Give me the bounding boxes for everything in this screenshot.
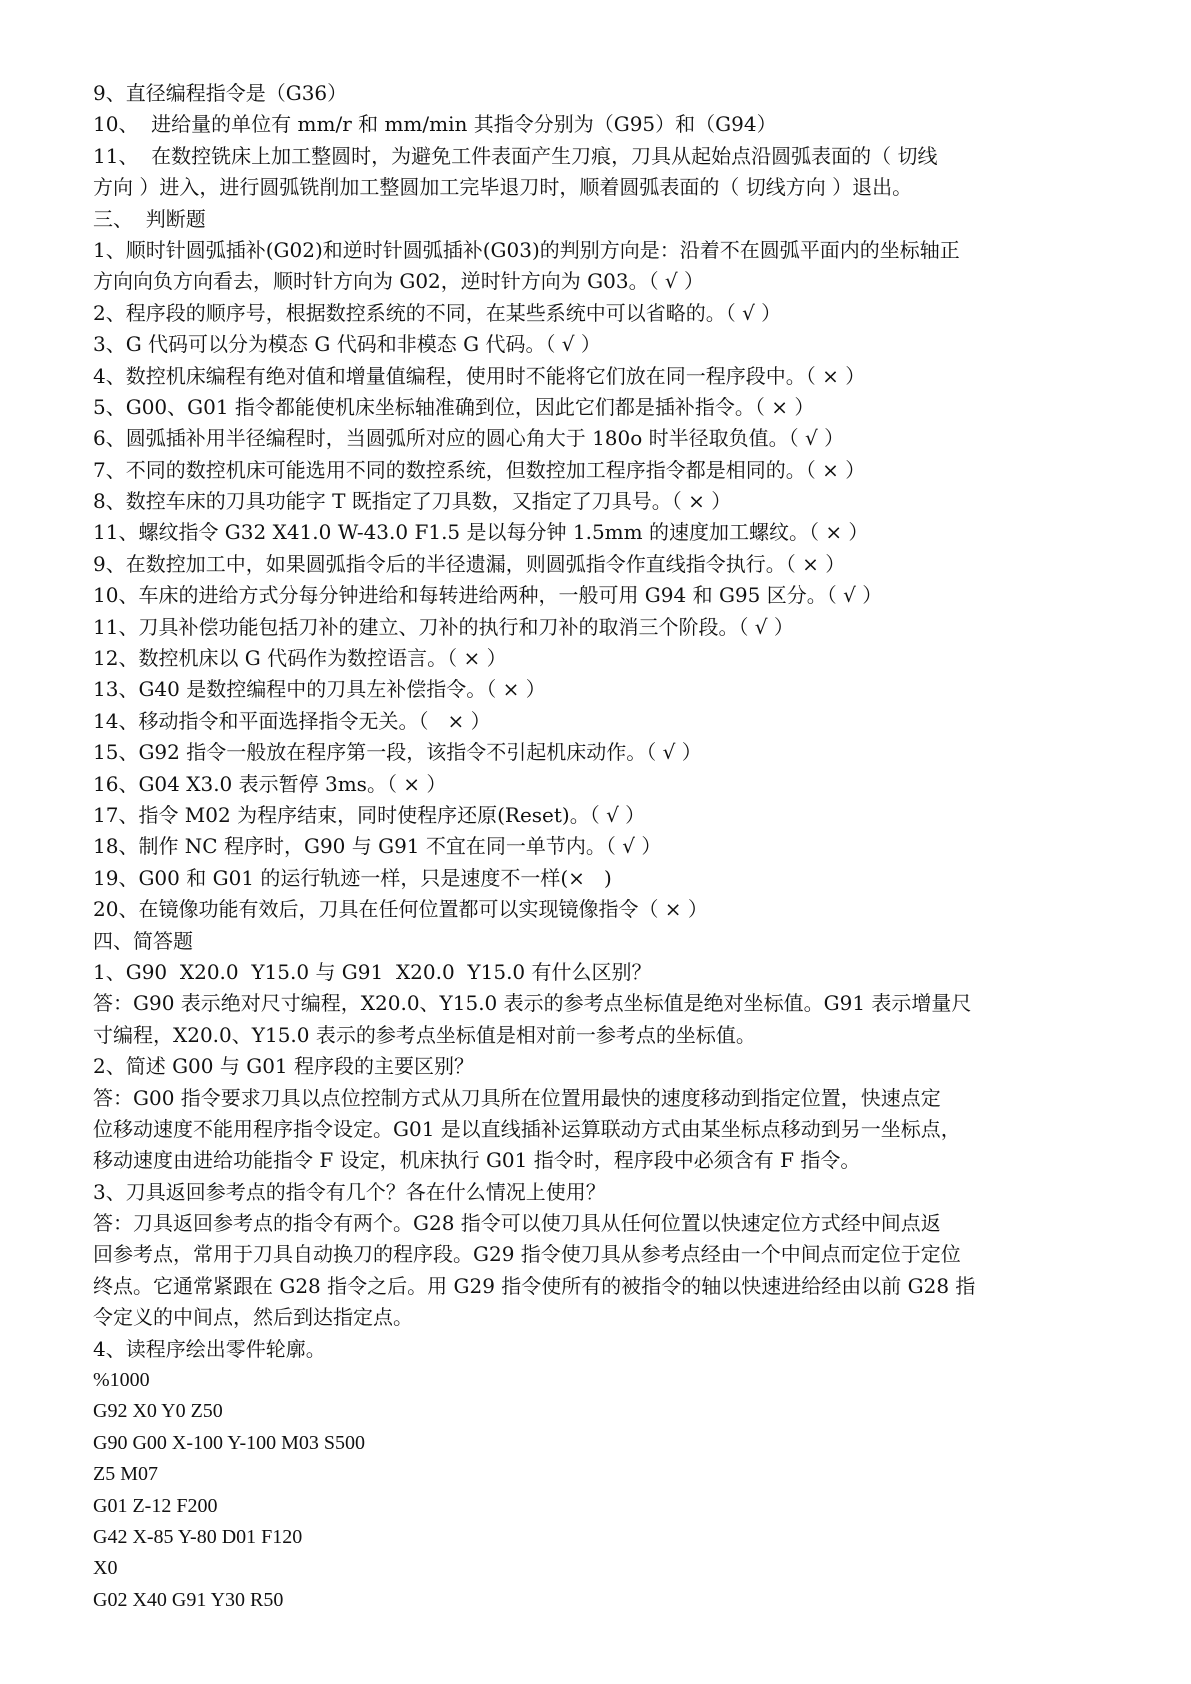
text-line: 6、圆弧插补用半径编程时，当圆弧所对应的圆心角大于 180o 时半径取负值。（ √ ） — [93, 426, 845, 451]
text-line: 方向向负方向看去，顺时针方向为 G02，逆时针方向为 G03。（ √ ） — [93, 269, 705, 294]
text-line: 8、数控车床的刀具功能字 T 既指定了刀具数，又指定了刀具号。（ × ） — [93, 489, 732, 514]
text-line: 9、直径编程指令是（G36） — [93, 81, 348, 105]
text-line: 4、数控机床编程有绝对值和增量值编程，使用时不能将它们放在同一程序段中。（ × ） — [93, 363, 866, 388]
text-line: 2、简述 G00 与 G01 程序段的主要区别？ — [93, 1054, 475, 1079]
text-line: 20、在镜像功能有效后，刀具在任何位置都可以实现镜像指令（ × ） — [93, 897, 708, 922]
program-line: X0 — [93, 1557, 118, 1580]
program-line: %1000 — [93, 1369, 150, 1392]
text-line: 移动速度由进给功能指令 F 设定，机床执行 G01 指令时，程序段中必须含有 F 指令。 — [93, 1148, 861, 1173]
program-line: G42 X-85 Y-80 D01 F120 — [93, 1525, 303, 1548]
text-line: 11、刀具补偿功能包括刀补的建立、刀补的执行和刀补的取消三个阶段。（ √ ） — [93, 614, 794, 639]
text-line: 1、G90 X20.0 Y15.0 与 G91 X20.0 Y15.0 有什么区别？ — [93, 959, 652, 984]
text-line: 四、简答题 — [93, 928, 193, 953]
text-line: 10、 进给量的单位有 mm/r 和 mm/min 其指令分别为（G95）和（G94） — [93, 112, 777, 137]
text-line: 14、移动指令和平面选择指令无关。（ × ） — [93, 708, 491, 733]
text-line: 1、顺时针圆弧插补(G02)和逆时针圆弧插补(G03)的判别方向是：沿着不在圆弧平面内的坐标轴正 — [93, 237, 960, 262]
text-line: 方向 ）进入，进行圆弧铣削加工整圆加工完毕退刀时，顺着圆弧表面的（ 切线方向 ）退出。 — [93, 175, 913, 200]
text-line: 答：刀具返回参考点的指令有两个。G28 指令可以使刀具从任何位置以快速定位方式经中间点返 — [93, 1211, 941, 1236]
text-line: 10、车床的进给方式分每分钟进给和每转进给两种，一般可用 G94 和 G95 区分。（ √ ） — [93, 583, 883, 608]
text-line: 5、G00、G01 指令都能使机床坐标轴准确到位，因此它们都是插补指令。（ × ） — [93, 394, 815, 419]
text-line: 16、G04 X3.0 表示暂停 3ms。（ × ） — [93, 771, 447, 796]
text-line: 19、G00 和 G01 的运行轨迹一样，只是速度不一样(× ) — [93, 865, 612, 890]
text-line: 三、 判断题 — [93, 206, 206, 231]
text-line: 终点。它通常紧跟在 G28 指令之后。用 G29 指令使所有的被指令的轴以快速进给经由以前 G28 指 — [93, 1273, 976, 1298]
program-line: G92 X0 Y0 Z50 — [93, 1400, 223, 1423]
text-line: 答：G90 表示绝对尺寸编程，X20.0、Y15.0 表示的参考点坐标值是绝对坐标值。G91 表示增量尺 — [93, 991, 972, 1016]
text-line: 12、数控机床以 G 代码作为数控语言。（ × ） — [93, 646, 507, 671]
text-line: 位移动速度不能用程序指令设定。G01 是以直线插补运算联动方式由某坐标点移动到另一坐标点， — [93, 1116, 961, 1141]
text-line: 9、在数控加工中，如果圆弧指令后的半径遗漏，则圆弧指令作直线指令执行。（ × ） — [93, 551, 846, 576]
text-line: 寸编程，X20.0、Y15.0 表示的参考点坐标值是相对前一参考点的坐标值。 — [93, 1022, 756, 1047]
text-line: 答：G00 指令要求刀具以点位控制方式从刀具所在位置用最快的速度移动到指定位置，快速点定 — [93, 1085, 941, 1110]
text-line: 18、制作 NC 程序时，G90 与 G91 不宜在同一单节内。（ √ ） — [93, 834, 662, 859]
program-line: Z5 M07 — [93, 1463, 158, 1486]
text-line: 3、刀具返回参考点的指令有几个？各在什么情况上使用？ — [93, 1179, 606, 1204]
program-line: G90 G00 X-100 Y-100 M03 S500 — [93, 1431, 366, 1454]
text-line: 13、G40 是数控编程中的刀具左补偿指令。（ × ） — [93, 677, 546, 702]
text-line: 11、螺纹指令 G32 X41.0 W-43.0 F1.5 是以每分钟 1.5mm 的速度加工螺纹。（ × ） — [93, 520, 869, 545]
program-line: G01 Z-12 F200 — [93, 1494, 218, 1517]
text-line: 7、不同的数控机床可能选用不同的数控系统，但数控加工程序指令都是相同的。（ × ） — [93, 457, 866, 482]
document-body — [93, 78, 1113, 1616]
text-line: 3、G 代码可以分为模态 G 代码和非模态 G 代码。（ √ ） — [93, 332, 601, 357]
text-line: 2、程序段的顺序号，根据数控系统的不同，在某些系统中可以省略的。（ √ ） — [93, 300, 782, 325]
text-line: 17、指令 M02 为程序结束，同时使程序还原(Reset)。（ √ ） — [93, 802, 646, 827]
program-line: G02 X40 G91 Y30 R50 — [93, 1588, 284, 1611]
text-line: 15、G92 指令一般放在程序第一段，该指令不引起机床动作。（ √ ） — [93, 740, 702, 765]
text-line: 11、 在数控铣床上加工整圆时，为避免工件表面产生刀痕，刀具从起始点沿圆弧表面的（ 切线 — [93, 143, 938, 168]
text-line: 回参考点，常用于刀具自动换刀的程序段。G29 指令使刀具从参考点经由一个中间点而定位于定位 — [93, 1242, 961, 1267]
text-line: 4、读程序绘出零件轮廓。 — [93, 1336, 326, 1361]
text-line: 令定义的中间点，然后到达指定点。 — [93, 1305, 413, 1330]
